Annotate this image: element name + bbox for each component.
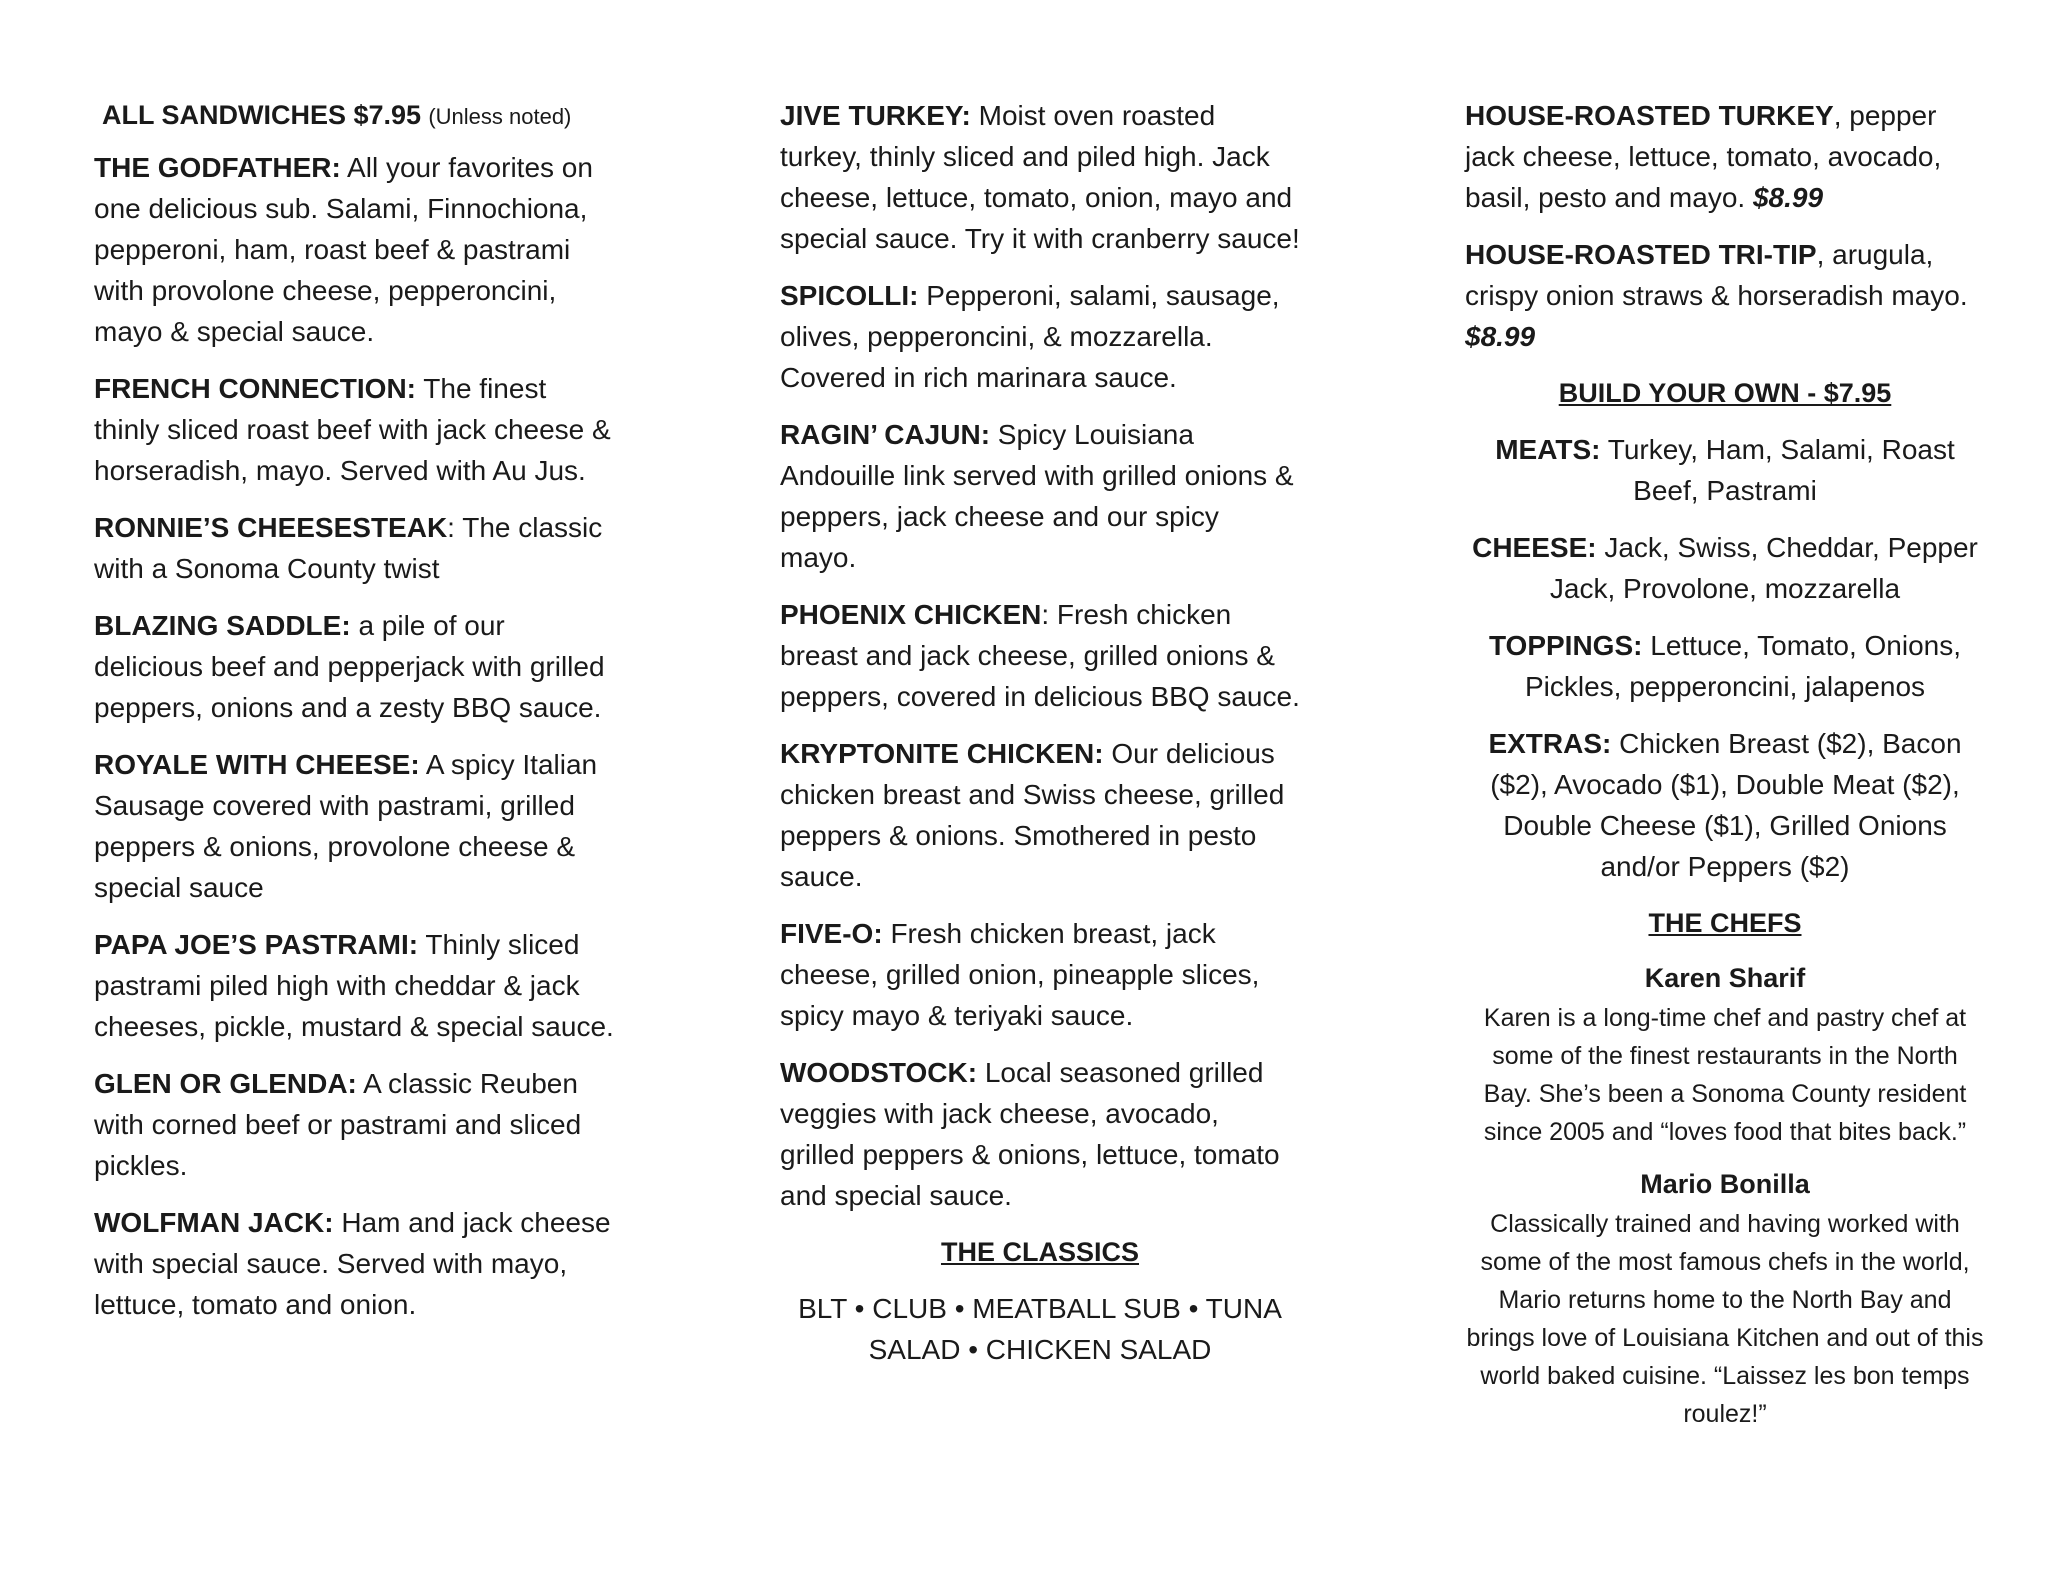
chef-name: Mario Bonilla xyxy=(1640,1169,1810,1199)
item-price: $8.99 xyxy=(1752,182,1824,213)
chef-bio: Classically trained and having worked with some of the most famous chefs in the world, Mario returns home to the North Bay and brings love of Louisiana Kitchen and out of this world baked cuisine. “Laissez les bon temps roulez!” xyxy=(1466,1210,1984,1428)
sandwich-column-right xyxy=(1465,95,1985,1447)
item-description: A classic Reuben with corned beef or pastrami and sliced pickles. xyxy=(94,1068,582,1181)
byo-options: Lettuce, Tomato, Onions, Pickles, pepperoncini, jalapenos xyxy=(1524,630,1962,702)
item-description: a pile of our delicious beef and pepperjack with grilled peppers, onions and a zesty BBQ sauce. xyxy=(94,610,605,723)
item-description: : The classic with a Sonoma County twist xyxy=(94,512,603,584)
item-name: RONNIE’S CHEESESTEAK xyxy=(94,512,448,543)
item-name: THE GODFATHER: xyxy=(94,152,341,183)
menu-item-house-roasted-tri-tip xyxy=(1465,234,1985,357)
byo-options: Turkey, Ham, Salami, Roast Beef, Pastrami xyxy=(1607,434,1955,506)
item-name: HOUSE-ROASTED TRI-TIP xyxy=(1465,239,1817,270)
item-name: GLEN OR GLENDA: xyxy=(94,1068,357,1099)
menu-item-spicolli xyxy=(780,275,1300,398)
menu-item-five-o xyxy=(780,913,1300,1036)
item-price: $8.99 xyxy=(1465,321,1536,352)
classics-list: BLT • CLUB • MEATBALL SUB • TUNA SALAD • CHICKEN SALAD xyxy=(798,1293,1282,1365)
byo-toppings xyxy=(1465,625,1985,707)
byo-label: CHEESE: xyxy=(1472,532,1597,563)
chef-name: Karen Sharif xyxy=(1644,963,1806,993)
menu-item-jive-turkey xyxy=(780,95,1300,259)
menu-item-house-roasted-turkey xyxy=(1465,95,1985,218)
item-name: FIVE-O: xyxy=(780,918,883,949)
item-description: : Fresh chicken breast and jack cheese, grilled onions & peppers, covered in delicious BBQ sauce. xyxy=(780,599,1300,712)
menu-header-note: (Unless noted) xyxy=(428,104,572,129)
item-description: Spicy Louisiana Andouille link served with grilled onions & peppers, jack cheese and our spicy mayo. xyxy=(780,419,1294,573)
item-name: BLAZING SADDLE: xyxy=(94,610,351,641)
byo-label: TOPPINGS: xyxy=(1488,630,1643,661)
item-name: FRENCH CONNECTION: xyxy=(94,373,416,404)
item-name: WOODSTOCK: xyxy=(780,1057,978,1088)
item-description: All your favorites on one delicious sub. Salami, Finnochiona, pepperoni, ham, roast beef & pastrami with provolone cheese, pepperoncini, mayo & special sauce. xyxy=(94,152,593,347)
menu-item-woodstock xyxy=(780,1052,1300,1216)
menu-item-wolfman-jack xyxy=(94,1202,614,1325)
menu-item-kryptonite-chicken xyxy=(780,733,1300,897)
menu-item-ronnies-cheesesteak xyxy=(94,507,614,589)
menu-item-french-connection xyxy=(94,368,614,491)
item-name: WOLFMAN JACK: xyxy=(94,1207,334,1238)
sandwich-column-left xyxy=(94,95,614,1341)
item-description: Fresh chicken breast, jack cheese, grilled onion, pineapple slices, spicy mayo & teriyaki sauce. xyxy=(780,918,1260,1031)
byo-meats xyxy=(1465,429,1985,511)
menu-header-title: ALL SANDWICHES $7.95 xyxy=(102,100,422,130)
item-description: A spicy Italian Sausage covered with pastrami, grilled peppers & onions, provolone cheese & special sauce xyxy=(94,749,598,903)
menu-item-papa-joes-pastrami xyxy=(94,924,614,1047)
item-name: RAGIN’ CAJUN: xyxy=(780,419,991,450)
byo-label: MEATS: xyxy=(1495,434,1601,465)
item-name: ROYALE WITH CHEESE: xyxy=(94,749,420,780)
item-description: Ham and jack cheese with special sauce. Served with mayo, lettuce, tomato and onion. xyxy=(94,1207,611,1320)
item-description: Moist oven roasted turkey, thinly sliced and piled high. Jack cheese, lettuce, tomato, onion, mayo and special sauce. Try it with cranberry sauce! xyxy=(780,100,1300,254)
menu-item-blazing-saddle xyxy=(94,605,614,728)
menu-item-phoenix-chicken xyxy=(780,594,1300,717)
classics-title: THE CLASSICS xyxy=(940,1237,1140,1267)
byo-cheese xyxy=(1465,527,1985,609)
menu-item-royale-with-cheese xyxy=(94,744,614,908)
menu-item-glen-or-glenda xyxy=(94,1063,614,1186)
chefs-title: THE CHEFS xyxy=(1648,908,1802,938)
menu-item-ragin-cajun xyxy=(780,414,1300,578)
item-name: SPICOLLI: xyxy=(780,280,919,311)
item-description: The finest thinly sliced roast beef with jack cheese & horseradish, mayo. Served with Au Jus. xyxy=(94,373,611,486)
menu-header xyxy=(102,95,614,137)
byo-label: EXTRAS: xyxy=(1488,728,1612,759)
item-description: Thinly sliced pastrami piled high with cheddar & jack cheeses, pickle, mustard & special sauce. xyxy=(94,929,614,1042)
item-name: PHOENIX CHICKEN xyxy=(780,599,1042,630)
byo-extras xyxy=(1465,723,1985,887)
menu-item-godfather xyxy=(94,147,614,352)
byo-options: Jack, Swiss, Cheddar, Pepper Jack, Provolone, mozzarella xyxy=(1549,532,1978,604)
item-description: Local seasoned grilled veggies with jack cheese, avocado, grilled peppers & onions, lettuce, tomato and special sauce. xyxy=(780,1057,1280,1211)
item-description: Pepperoni, salami, sausage, olives, pepperoncini, & mozzarella. Covered in rich marinara sauce. xyxy=(780,280,1280,393)
build-your-own-title: BUILD YOUR OWN - $7.95 xyxy=(1558,378,1892,408)
item-description: , arugula, crispy onion straws & horseradish mayo. xyxy=(1465,239,1968,311)
item-name: JIVE TURKEY: xyxy=(780,100,971,131)
item-name: HOUSE-ROASTED TURKEY xyxy=(1465,100,1834,131)
item-description: Our delicious chicken breast and Swiss cheese, grilled peppers & onions. Smothered in pesto sauce. xyxy=(780,738,1285,892)
item-name: KRYPTONITE CHICKEN: xyxy=(780,738,1104,769)
sandwich-column-middle xyxy=(780,95,1300,1370)
item-name: PAPA JOE’S PASTRAMI: xyxy=(94,929,419,960)
byo-options: Chicken Breast ($2), Bacon ($2), Avocado ($1), Double Meat ($2), Double Cheese ($1), Grilled Onions and/or Peppers ($2) xyxy=(1490,728,1962,882)
chef-bio: Karen is a long-time chef and pastry chef at some of the finest restaurants in the North Bay. She’s been a Sonoma County resident since 2005 and “loves food that bites back.” xyxy=(1483,1004,1967,1146)
item-description: , pepper jack cheese, lettuce, tomato, avocado, basil, pesto and mayo. xyxy=(1465,100,1942,213)
